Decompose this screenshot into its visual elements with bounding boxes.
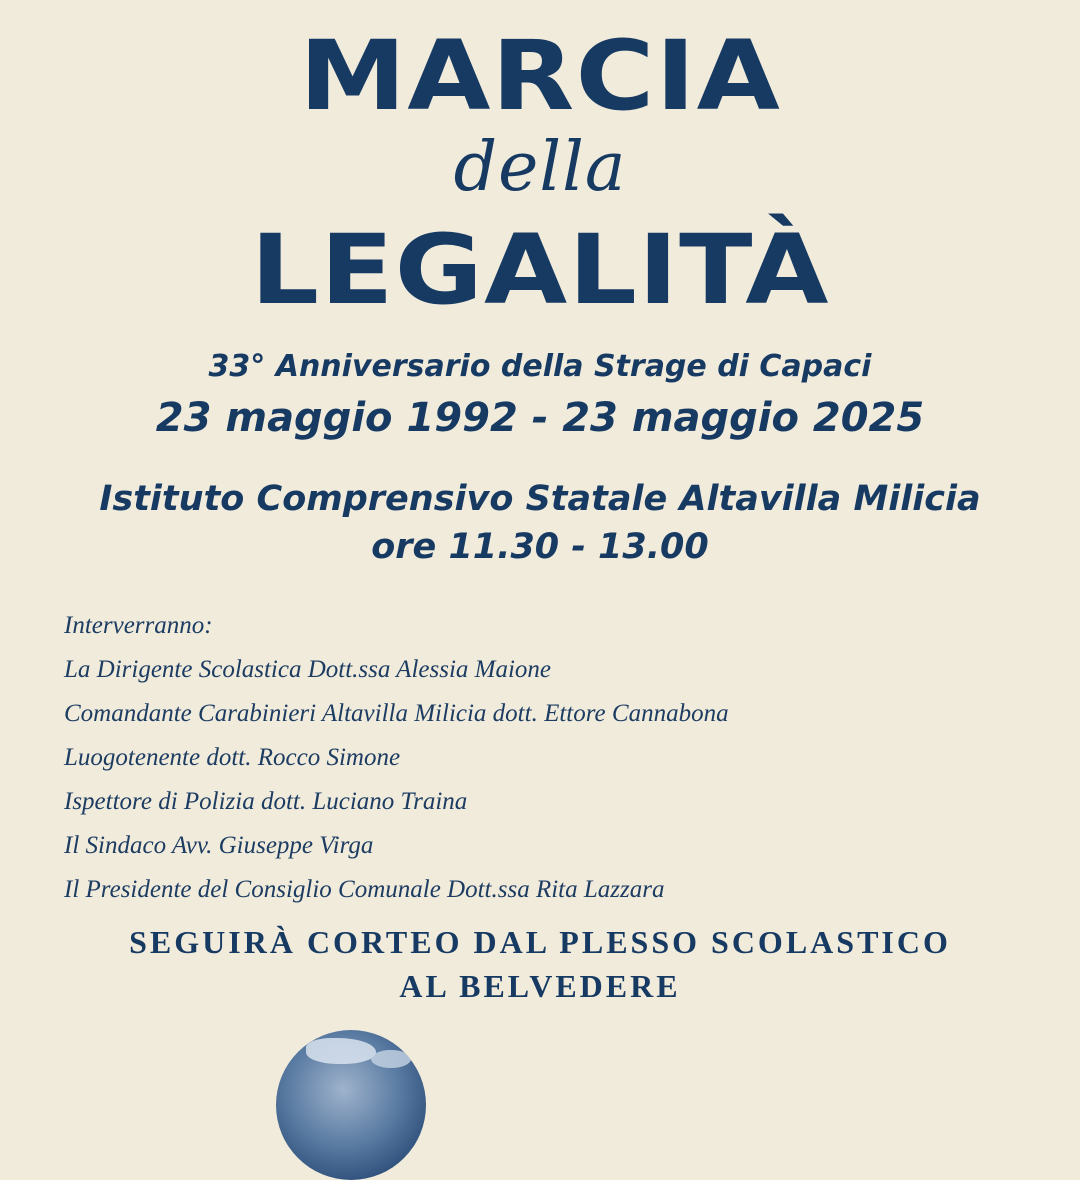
speakers-list	[64, 604, 1044, 912]
speaker-item: Ispettore di Polizia dott. Luciano Traina	[64, 788, 468, 815]
corteo-line-1: SEGUIRÀ CORTEO DAL PLESSO SCOLASTICO	[129, 924, 951, 960]
speaker-item: Luogotenente dott. Rocco Simone	[64, 744, 401, 771]
venue: Istituto Comprensivo Statale Altavilla Milicia	[99, 479, 981, 519]
speaker-item: Comandante Carabinieri Altavilla Milicia dott. Ettore Cannabona	[64, 700, 729, 727]
title-della: della	[453, 128, 627, 207]
date-range: 23 maggio 1992 - 23 maggio 2025	[155, 395, 925, 441]
anniversary-line: 33° Anniversario della Strage di Capaci	[208, 349, 872, 384]
title-marcia: MARCIA	[299, 20, 781, 132]
speaker-item: La Dirigente Scolastica Dott.ssa Alessia Maione	[64, 656, 552, 683]
speakers-heading: Interverranno:	[64, 612, 213, 639]
globe-icon	[276, 1030, 426, 1180]
event-time: ore 11.30 - 13.00	[371, 527, 709, 567]
speaker-item: Il Presidente del Consiglio Comunale Dott.ssa Rita Lazzara	[64, 876, 665, 903]
corteo-line-2: AL BELVEDERE	[399, 968, 681, 1004]
speaker-item: Il Sindaco Avv. Giuseppe Virga	[64, 832, 374, 859]
title-legalita: LEGALITÀ	[250, 214, 830, 326]
